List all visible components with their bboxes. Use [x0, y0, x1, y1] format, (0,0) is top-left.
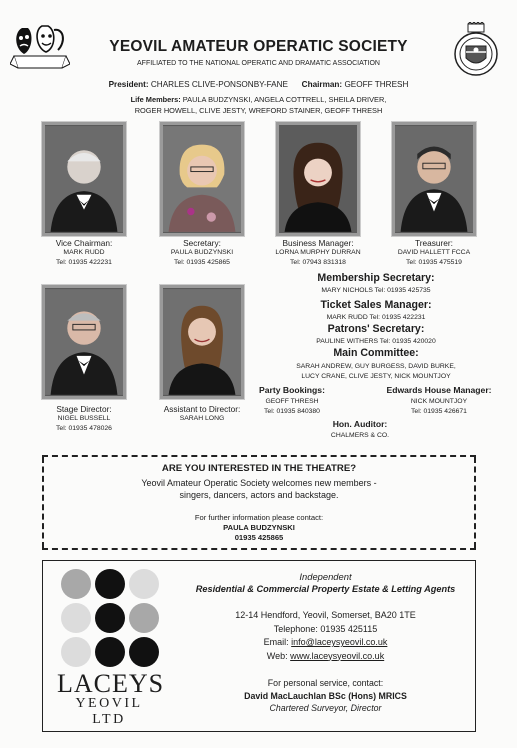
advert-personal-contact — [183, 677, 468, 715]
advert-web-line — [183, 650, 468, 664]
edwards-house-name: NICK MOUNTJOY — [410, 398, 468, 405]
party-bookings-name: GEOFF THRESH — [265, 398, 319, 405]
officer-name: MARK RUDD — [63, 249, 105, 256]
main-committee-line1: SARAH ANDREW, GUY BURGESS, DAVID BURKE, — [296, 363, 456, 370]
logo-dot — [95, 637, 125, 667]
theatre-appeal-box — [42, 455, 476, 550]
officer-name: SARAH LONG — [179, 415, 225, 422]
main-committee-heading: Main Committee: — [333, 347, 419, 359]
caption-treasurer — [379, 238, 489, 267]
laceys-advert — [42, 560, 476, 732]
advert-contact-name: David MacLauchlan BSc (Hons) MRICS — [244, 690, 407, 701]
chairman-label: Chairman: — [301, 80, 343, 89]
portrait-business-manager — [276, 122, 360, 236]
advert-contact-details — [183, 609, 468, 663]
membership-secretary-heading: Membership Secretary: — [317, 272, 435, 284]
appeal-contact-tel: 01935 425865 — [234, 533, 284, 542]
ticket-sales-info: MARK RUDD Tel: 01935 422231 — [326, 314, 426, 321]
membership-secretary-info: MARY NICHOLS Tel: 01935 425735 — [321, 287, 431, 294]
advert-email-link[interactable]: info@laceysyeovil.co.uk — [291, 637, 388, 647]
party-bookings-heading: Party Bookings: — [259, 385, 325, 395]
officer-tel: Tel: 01935 478026 — [56, 424, 112, 432]
officer-name: NIGEL BUSSELL — [57, 415, 111, 422]
appeal-line1: Yeovil Amateur Operatic Society welcomes new members - — [141, 478, 377, 488]
patrons-secretary-heading: Patrons' Secretary: — [327, 323, 425, 335]
portrait-stage-director — [42, 285, 126, 399]
laceys-logo: LACEYS — [57, 669, 165, 698]
officer-role: Treasurer: — [415, 238, 453, 248]
life-members — [0, 94, 517, 116]
advert-contact-title: Chartered Surveyor, Director — [269, 703, 382, 713]
advert-web-label: Web: — [266, 650, 288, 661]
chairman-name: GEOFF THRESH — [344, 80, 409, 89]
advert-telephone: Telephone: 01935 425115 — [273, 623, 378, 634]
portrait-secretary — [160, 122, 244, 236]
caption-business-manager — [263, 238, 373, 267]
officer-role: Stage Director: — [56, 404, 112, 414]
president-name: CHARLES CLIVE-PONSONBY-FANE — [150, 80, 288, 89]
officer-name: LORNA MURPHY DURRAN — [275, 249, 361, 256]
president-label: President: — [108, 80, 149, 89]
logo-dot — [129, 603, 159, 633]
hon-auditor-info: CHALMERS & CO. — [330, 432, 390, 439]
caption-assistant-director — [147, 404, 257, 424]
advert-address: 12-14 Hendford, Yeovil, Somerset, BA20 1TE — [235, 610, 416, 620]
appeal-message — [42, 477, 476, 501]
edwards-house-tel: Tel: 01935 426671 — [411, 407, 467, 415]
main-committee-list — [266, 362, 486, 381]
officer-role: Assistant to Director: — [163, 404, 241, 414]
life-members-line1: PAULA BUDZYNSKI, ANGELA COTTRELL, SHEILA DRIVER, — [182, 95, 387, 104]
advert-email-label: Email: — [263, 637, 289, 647]
caption-stage-director — [29, 404, 139, 433]
edwards-house-heading: Edwards House Manager: — [386, 385, 492, 395]
officer-tel: Tel: 07943 831318 — [290, 258, 346, 266]
appeal-question: ARE YOU INTERESTED IN THE THEATRE? — [161, 463, 357, 474]
laceys-logo-sub: YEOVIL LTD — [75, 696, 143, 727]
logo-dot — [129, 637, 159, 667]
life-members-line2: ROGER HOWELL, CLIVE JESTY, WREFORD STAINER, GEOFF THRESH — [134, 106, 383, 115]
logo-dot — [129, 569, 159, 599]
advert-email-line — [183, 636, 468, 650]
logo-dot — [61, 569, 91, 599]
officer-tel: Tel: 01935 422231 — [56, 258, 112, 266]
party-bookings-info — [250, 397, 334, 416]
advert-personal-intro: For personal service, contact: — [267, 678, 384, 688]
main-committee-line2: LUCY CRANE, CLIVE JESTY, NICK MOUNTJOY — [301, 372, 451, 380]
officer-tel: Tel: 01935 425865 — [174, 258, 230, 266]
appeal-line2: singers, dancers, actors and backstage. — [179, 490, 339, 500]
affiliation-line: AFFILIATED TO THE NATIONAL OPERATIC AND DRAMATIC ASSOCIATION — [137, 60, 380, 67]
ticket-sales-heading: Ticket Sales Manager: — [320, 299, 432, 311]
hon-auditor-heading: Hon. Auditor: — [332, 419, 388, 429]
officer-role: Business Manager: — [282, 238, 354, 248]
officer-tel: Tel: 01935 475519 — [406, 258, 462, 266]
caption-secretary — [147, 238, 257, 267]
logo-dot — [95, 603, 125, 633]
advert-tagline2: Residential & Commercial Property Estate & Letting Agents — [195, 584, 456, 594]
edwards-house-info — [366, 397, 512, 416]
appeal-contact-intro: For further information please contact: — [194, 513, 324, 522]
president-chairman-line — [0, 80, 517, 89]
officer-role: Secretary: — [183, 238, 221, 248]
logo-dot — [61, 637, 91, 667]
officer-name: DAVID HALLETT FCCA — [397, 249, 471, 256]
advert-tagline1: Independent — [299, 571, 352, 582]
caption-vice-chairman — [29, 238, 139, 267]
page-title: YEOVIL AMATEUR OPERATIC SOCIETY — [109, 38, 408, 55]
advert-web-link[interactable]: www.laceysyeovil.co.uk — [290, 650, 385, 661]
party-bookings-tel: Tel: 01935 840380 — [264, 407, 320, 415]
patrons-secretary-info: PAULINE WITHERS Tel: 01935 420020 — [316, 338, 436, 345]
officer-name: PAULA BUDZYNSKI — [170, 249, 234, 256]
life-members-label: Life Members: — [130, 95, 181, 104]
portrait-assistant-director — [160, 285, 244, 399]
logo-dot — [95, 569, 125, 599]
portrait-vice-chairman — [42, 122, 126, 236]
portrait-treasurer — [392, 122, 476, 236]
logo-dot — [61, 603, 91, 633]
officer-role: Vice Chairman: — [55, 238, 113, 248]
appeal-contact-name: PAULA BUDZYNSKI — [223, 523, 295, 532]
appeal-contact — [42, 513, 476, 543]
